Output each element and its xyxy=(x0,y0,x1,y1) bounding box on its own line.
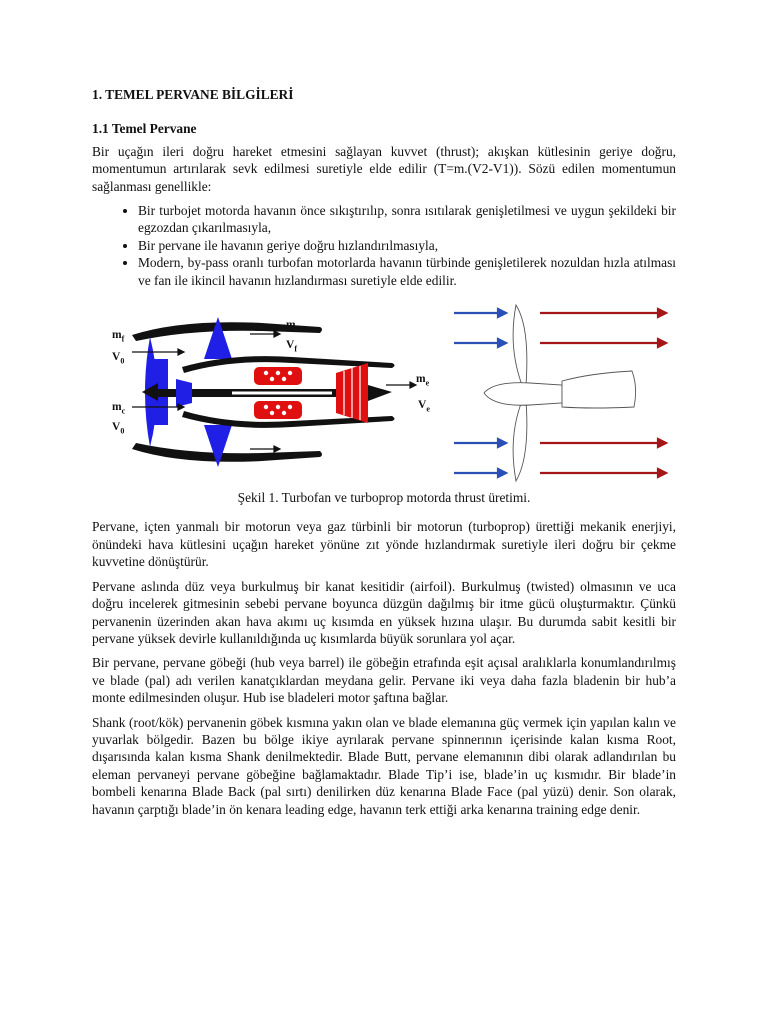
thrust-figure xyxy=(92,297,676,487)
ve-label: $V_e$ xyxy=(418,399,430,414)
combustor-top xyxy=(254,367,302,385)
turbofan-turboprop-diagram xyxy=(92,297,676,487)
propeller-spinner xyxy=(484,383,562,406)
mf-left-label: $m_f$ xyxy=(112,329,125,344)
mc-label: $m_c$ xyxy=(112,401,126,416)
figure-caption: Şekil 1. Turbofan ve turboprop motorda thrust üretimi. xyxy=(237,490,531,506)
shaft-highlight xyxy=(232,392,332,395)
intro-paragraph: Bir uçağın ileri doğru hareket etmesini sağlayan kuvvet (thrust); akışkan kütlesinin geriye doğru, momentumun artırılarak sevk edilmesi suretiyle elde edilir (T=m.(V2-V1)). Sözü edilen momentumun sağlanması genellikle: xyxy=(92,143,676,194)
vf-label: $V_f$ xyxy=(286,339,297,354)
subsection-heading: 1.1 Temel Pervane xyxy=(92,121,197,137)
nacelle-body xyxy=(562,371,636,408)
propeller-blade-bottom xyxy=(513,401,527,481)
section-heading: 1. TEMEL PERVANE BİLGİLERİ xyxy=(92,87,294,102)
exhaust-cone xyxy=(368,385,392,401)
me-label: $m_e$ xyxy=(416,373,430,388)
turbofan-diagram xyxy=(132,317,416,467)
document-page xyxy=(92,86,676,825)
body-paragraph: Bir pervane, pervane göbeği (hub veya barrel) ile göbeğin etrafında eşit açısal aralıklarla konumlandırılmış ve blade (pal) adı verilen kanatçıklardan meydana gelir. Pervane iki veya daha fazla bladenin bir hub’a monte edilmesinden oluşur. Hub ise bladeleri motor şaftına bağlar. xyxy=(92,655,676,706)
v0-top-label: $V_0$ xyxy=(112,351,125,366)
combustor-bottom xyxy=(254,401,302,419)
list-item: • Bir turbojet motorda havanın önce sıkıştırılıp, sonra ısıtılarak genişletilmesi ve uygun şekildeki bir egzozdan çıkarılmasıyla, xyxy=(138,202,676,237)
nacelle-bottom xyxy=(132,443,322,462)
mf-right-label: $m_f$ xyxy=(286,319,299,334)
turboprop-diagram xyxy=(454,305,666,481)
body-paragraph: Shank (root/kök) pervanenin göbek kısmına yakın olan ve blade elemanına güç vermek için yapılan kalın ve yuvarlak bölgedir. Bazen bu bölge ikiye ayrılarak pervane spinnerının içerisinde kalan kısma Root, dışarısında kalan kısma Shank denilmektedir. Blade Butt, pervane elemanının dibi olarak adlandırılan bu eleman pervaneyi pervane göbeğine bağlamaktadır. Blade Tip’i ise, blade’in uç kısmıdır. Bir blade’in bombeli kenarına Blade Back (pal sırtı) denilirken düz kenarına Blade Face (pal yüzü) denir. Son olarak, havanın çarptığı blade’in ön kenara leading edge, havanın terk ettiği arka kenarına training edge denir. xyxy=(92,714,676,817)
propeller-blade-top xyxy=(513,305,527,385)
v0-bottom-label: $V_0$ xyxy=(112,421,125,436)
bullet-list xyxy=(92,202,676,289)
list-item: • Bir pervane ile havanın geriye doğru hızlandırılmasıyla, xyxy=(138,237,676,254)
turbine xyxy=(336,363,368,423)
body-paragraph: Pervane, içten yanmalı bir motorun veya gaz türbinli bir motorun (turboprop) ürettiği mekanik enerjiyi, önündeki hava kütlesini uçağın hareket yönüne zıt yönde hızlandırmak suretiyle ileri doğru bir çekme kuvvetine dönüştürür. xyxy=(92,519,676,570)
list-item: • Modern, by-pass oranlı turbofan motorlarda havanın türbinde genişletilerek nozuldan hızla atılması ve fan ile ikincil havanın hızlandırması suretiyle elde edilir. xyxy=(138,254,676,289)
body-paragraph: Pervane aslında düz veya burkulmuş bir kanat kesitidir (airfoil). Burkulmuş (twisted) olmasının ve uca doğru incelerek gitmesinin sebebi pervane boyunca düzgün dağılmış bir itme gücü oluşturmaktır. Çünkü pervanenin üzerinden akan hava akımı uç kısımda en yüksek hızına ulaşır. Bu durumda sabit kesitli bir pervane yüksek devirle kullanıldığında uç kısımlarda büyük sorunlara yol açar. xyxy=(92,578,676,646)
compressor-blades xyxy=(176,379,192,407)
